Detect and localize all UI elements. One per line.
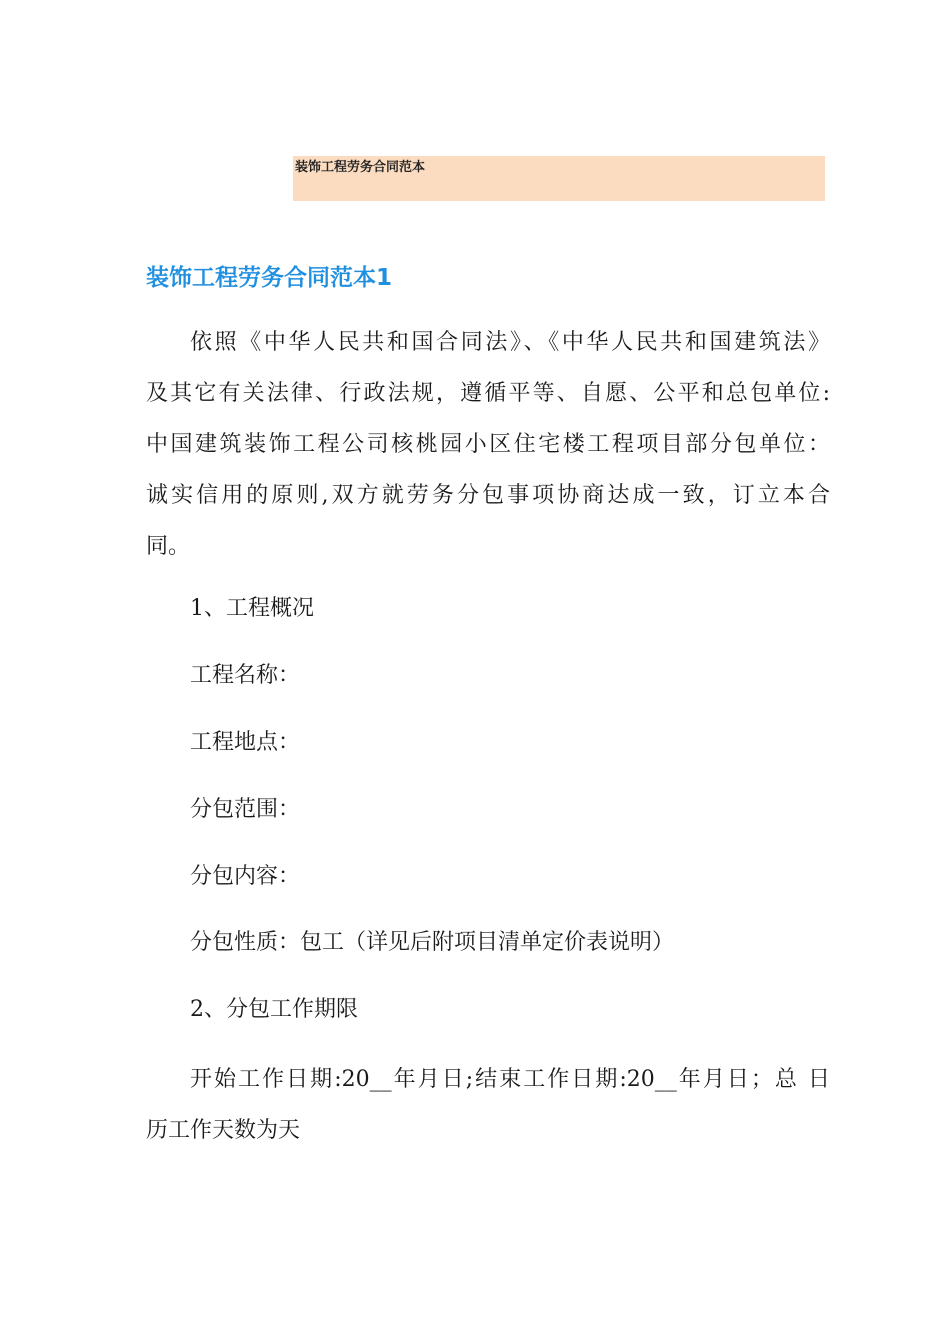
intro-line: 依照《中华人民共和国合同法》、《中华人民共和国建筑法》 <box>190 330 830 355</box>
project-name-label: 工程名称： <box>190 663 301 688</box>
intro-line: 中国建筑装饰工程公司核桃园小区住宅楼工程项目部分包单位： <box>146 432 830 457</box>
subcontract-content-label: 分包内容： <box>190 864 301 889</box>
intro-paragraph <box>146 317 830 572</box>
intro-line: 同。 <box>146 534 191 559</box>
document-heading: 装饰工程劳务合同范本1 <box>146 265 393 291</box>
intro-line: 及其它有关法律、行政法规，遵循平等、自愿、公平和总包单位: <box>146 381 830 406</box>
subcontract-scope-label: 分包范围： <box>190 797 301 822</box>
header-title: 装饰工程劳务合同范本 <box>295 160 426 175</box>
project-location-label: 工程地点： <box>190 730 301 755</box>
intro-line: 诚实信用的原则,双方就劳务分包事项协商达成一致，订立本合 <box>146 483 830 508</box>
section-2-title: 2、分包工作期限 <box>190 997 358 1022</box>
period-line: 历工作天数为天 <box>146 1118 301 1143</box>
section-1-title: 1、工程概况 <box>190 596 314 621</box>
period-line: 开始工作日期:20__年月日;结束工作日期:20__年月日；总 日 <box>190 1067 830 1092</box>
header-band <box>293 156 825 201</box>
period-paragraph <box>146 1054 830 1156</box>
subcontract-nature-label: 分包性质：包工（详见后附项目清单定价表说明） <box>190 930 675 955</box>
